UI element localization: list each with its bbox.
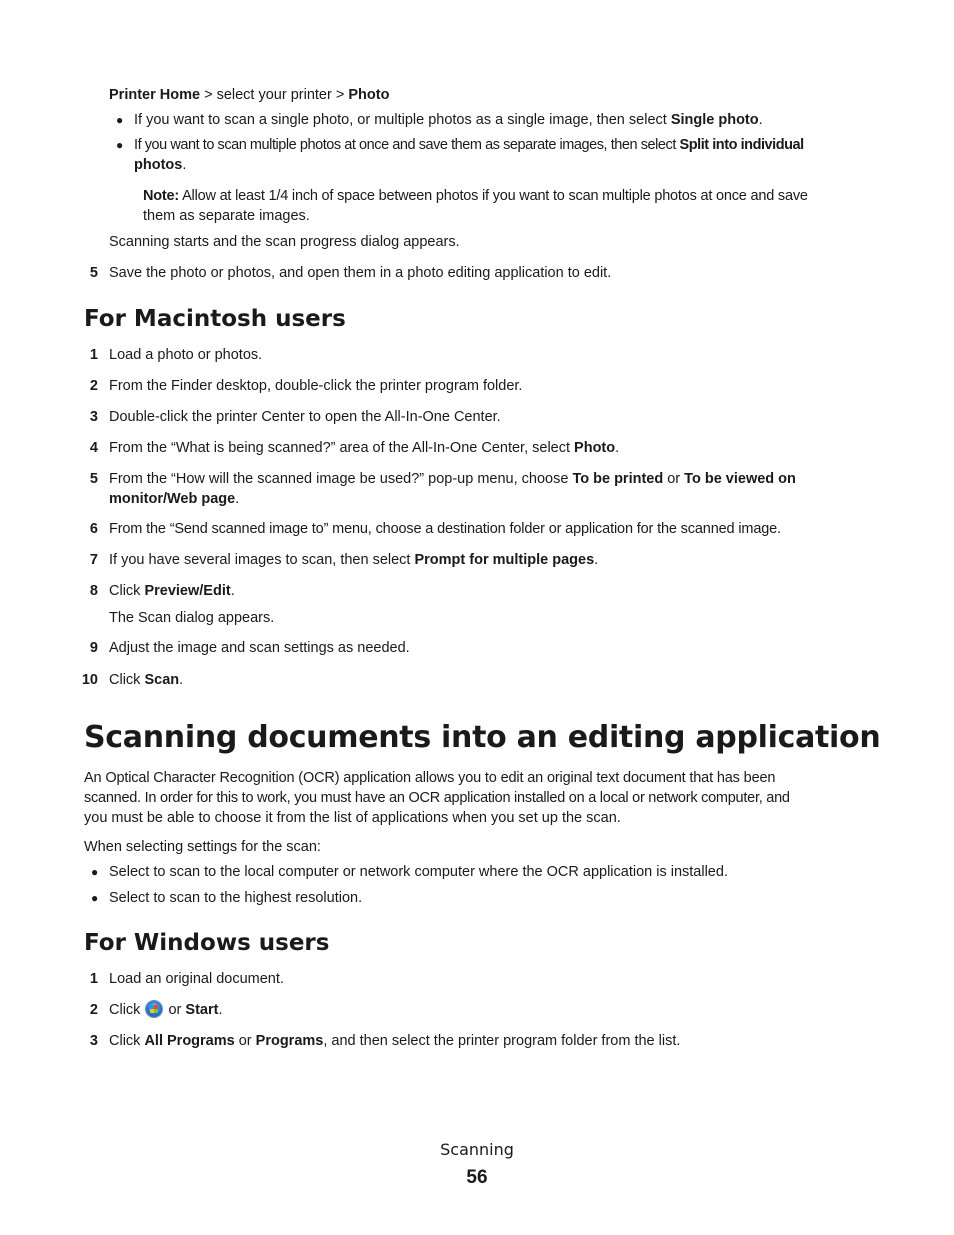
split-photos-bullet: If you want to scan multiple photos at once and save them as separate images, then select Split into individual [134,137,804,153]
bullet-icon [91,888,98,908]
step-text: Load an original document. [109,971,284,987]
step-number: 3 [89,1033,98,1049]
bullet-icon [116,135,123,155]
settings-intro: When selecting settings for the scan: [84,839,321,855]
single-photo-bullet: If you want to scan a single photo, or multiple photos as a single image, then select Single photo. [134,112,763,128]
step-number: 7 [89,552,98,568]
ocr-heading: Scanning documents into an editing application [84,720,881,755]
split-photos-bullet-cont: photos. [134,157,187,173]
step-text: Adjust the image and scan settings as needed. [109,640,410,656]
footer-section-label: Scanning [440,1140,514,1159]
ocr-bullet: Select to scan to the highest resolution. [109,890,363,906]
mac-heading: For Macintosh users [84,306,346,332]
step-text: Click Scan. [109,672,184,688]
step-text: If you have several images to scan, then select Prompt for multiple pages. [109,552,599,568]
step-number: 10 [81,672,98,688]
step-number: 2 [89,378,98,394]
step-text: From the “Send scanned image to” menu, choose a destination folder or application for the scanned image. [109,521,781,537]
page-number: 56 [466,1167,488,1188]
step-text: Click Preview/Edit. [109,583,235,599]
step-text: Click or Start. [109,1002,223,1018]
step-text: Save the photo or photos, and open them in a photo editing application to edit. [109,265,612,281]
step-number: 1 [89,347,98,363]
ocr-paragraph-line: scanned. In order for this to work, you must have an OCR application installed on a local or network computer, and [84,790,790,806]
ocr-paragraph-line: you must be able to choose it from the list of applications when you set up the scan. [84,810,621,826]
step-number: 6 [89,521,98,537]
menu-path: Printer Home > select your printer > Photo [109,87,390,103]
step-text: From the “How will the scanned image be used?” pop-up menu, choose To be printed or To be viewed on [109,471,796,487]
step-text: Load a photo or photos. [109,347,263,363]
step-text: From the Finder desktop, double-click the printer program folder. [109,378,523,394]
windows-heading: For Windows users [84,930,330,956]
step-number: 3 [89,409,98,425]
step-text-cont: monitor/Web page. [109,491,240,507]
note-cont: them as separate images. [143,208,310,224]
step-number: 9 [89,640,98,656]
step-subtext: The Scan dialog appears. [109,610,275,626]
step-number: 2 [89,1002,98,1018]
step-number: 5 [89,471,98,487]
windows-start-icon [146,1001,162,1017]
note: Note: Allow at least 1/4 inch of space between photos if you want to scan multiple photos at once and save [143,188,808,204]
step-text: From the “What is being scanned?” area of the All-In-One Center, select Photo. [109,440,620,456]
ocr-bullet: Select to scan to the local computer or network computer where the OCR application is installed. [109,864,728,880]
ocr-paragraph-line: An Optical Character Recognition (OCR) application allows you to edit an original text document that has been [84,770,776,786]
bullet-icon [91,862,98,882]
bullet-icon [116,110,123,130]
step-text: Double-click the printer Center to open the All-In-One Center. [109,409,501,425]
step-text: Click All Programs or Programs, and then select the printer program folder from the list. [109,1033,681,1049]
step-number: 8 [89,583,98,599]
step-number: 4 [89,440,98,456]
progress-text: Scanning starts and the scan progress dialog appears. [109,234,460,250]
step-number: 5 [89,265,98,281]
step-number: 1 [89,971,98,987]
